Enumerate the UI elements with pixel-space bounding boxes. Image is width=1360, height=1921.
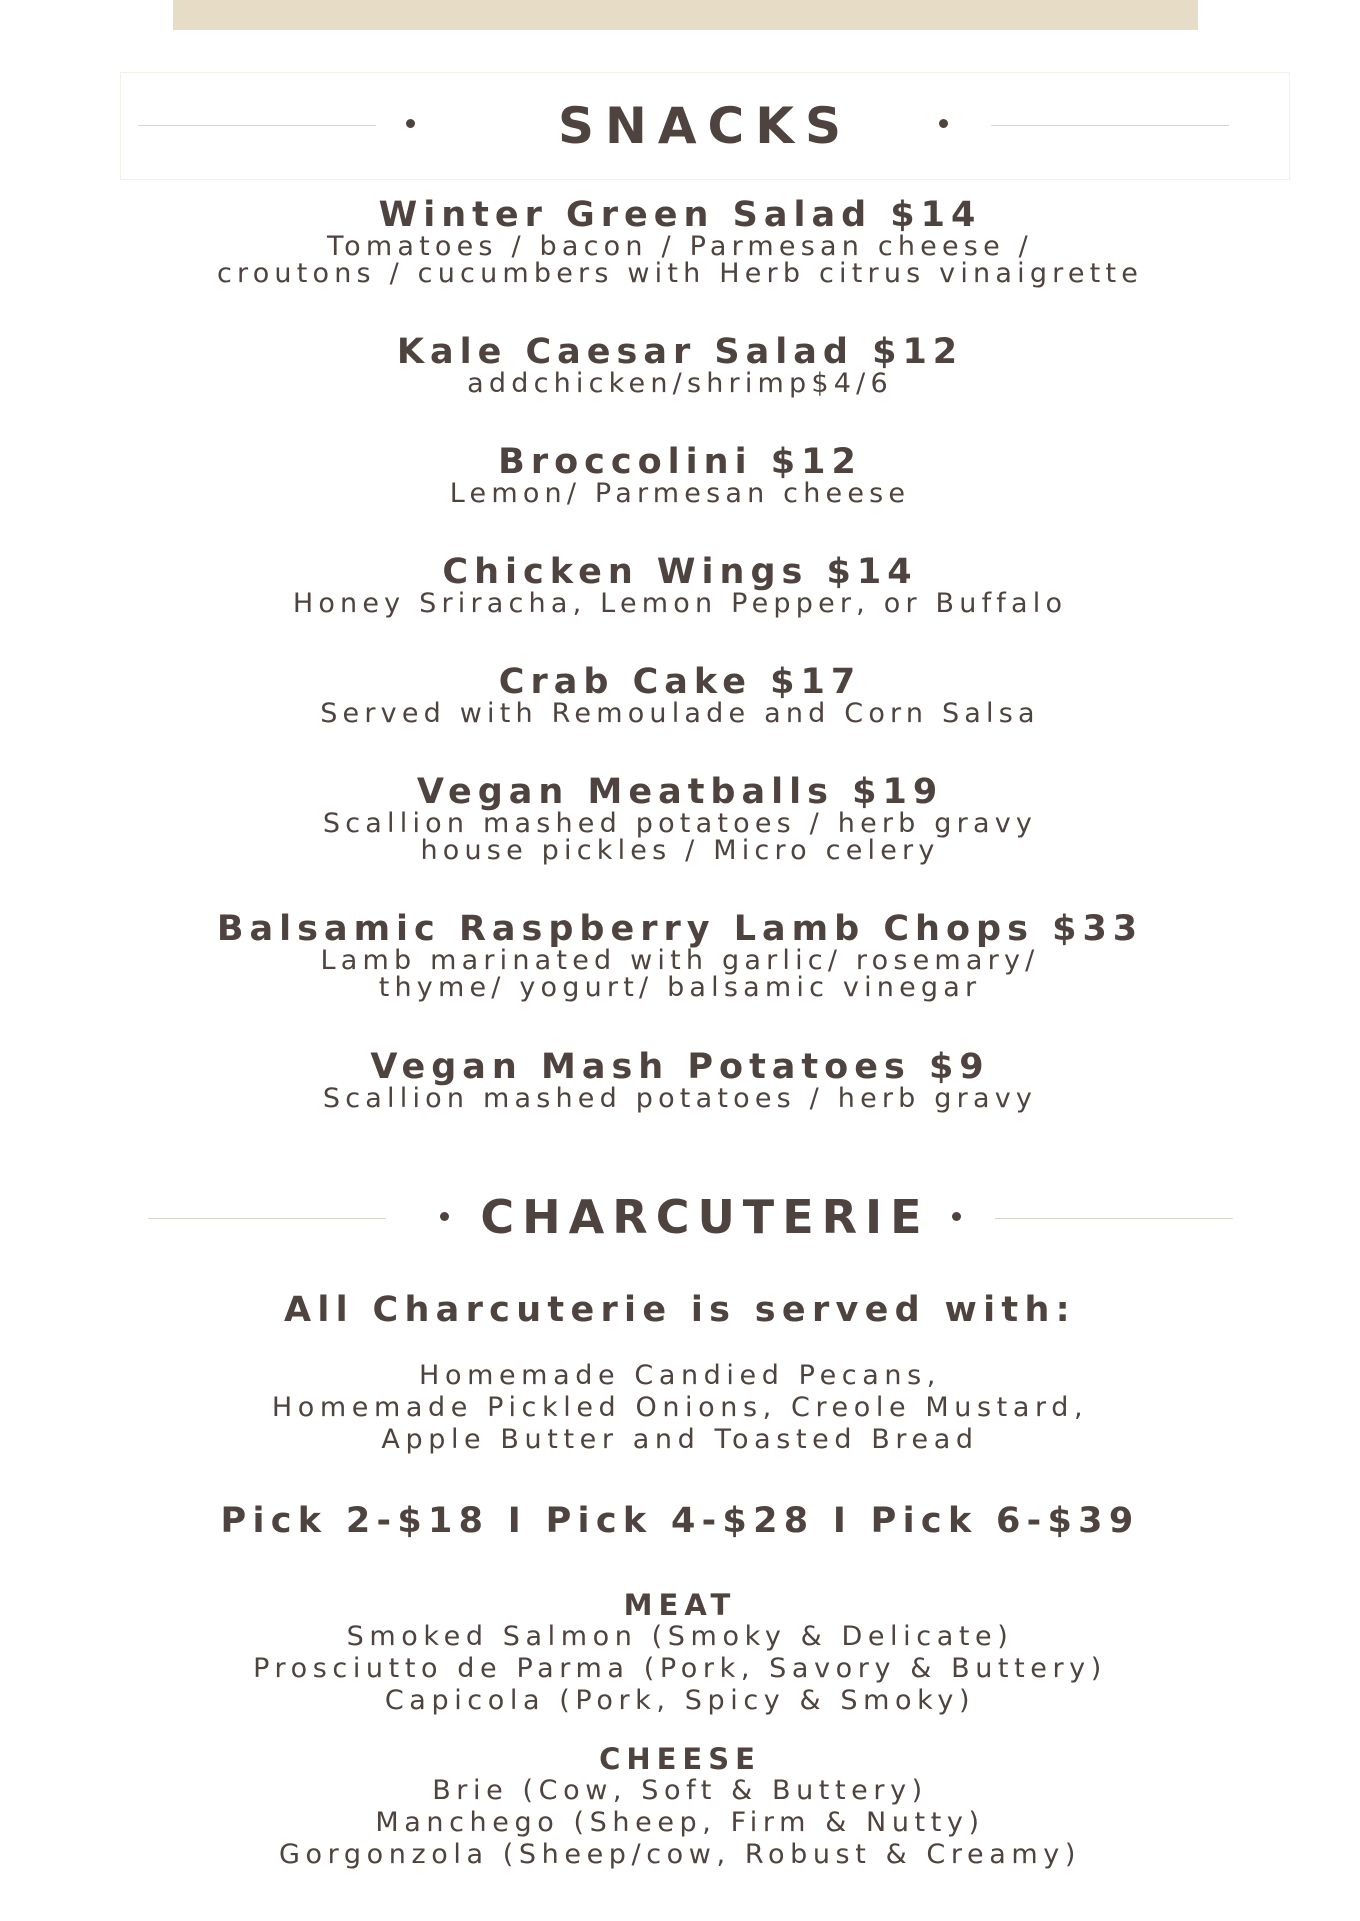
item-name: Broccolini $12 — [498, 442, 862, 482]
menu-item — [0, 554, 1360, 617]
item-name: Kale Caesar Salad $12 — [396, 332, 964, 372]
cheese-heading: CHEESE — [599, 1742, 761, 1776]
item-desc: Served with Remoulade and Corn Salsa — [320, 698, 1040, 729]
item-name: Vegan Meatballs $19 — [416, 772, 944, 812]
right-dot — [939, 119, 948, 128]
item-name: Crab Cake $17 — [498, 662, 862, 702]
served-with-line: Homemade Candied Pecans, — [419, 1360, 941, 1391]
menu-item — [0, 911, 1360, 1001]
charcuterie-header — [120, 1166, 1290, 1274]
snacks-header — [120, 72, 1290, 180]
menu-item — [0, 774, 1360, 864]
cheese-item: Manchego (Sheep, Firm & Nutty) — [375, 1807, 985, 1838]
pricing-line: Pick 2-$18 I Pick 4-$28 I Pick 6-$39 — [220, 1501, 1140, 1541]
meat-item: Prosciutto de Parma (Pork, Savory & Buttery) — [253, 1653, 1107, 1684]
item-desc: Honey Sriracha, Lemon Pepper, or Buffalo — [292, 588, 1068, 619]
item-desc: house pickles / Micro celery — [420, 835, 940, 866]
item-name: Vegan Mash Potatoes $9 — [370, 1047, 990, 1087]
menu-item — [0, 444, 1360, 507]
menu-item — [0, 664, 1360, 727]
meat-item: Smoked Salmon (Smoky & Delicate) — [346, 1621, 1014, 1652]
right-rule — [991, 125, 1229, 126]
top-decorative-band — [173, 0, 1198, 30]
item-desc: thyme/ yogurt/ balsamic vinegar — [378, 972, 982, 1003]
item-desc: Scallion mashed potatoes / herb gravy — [322, 808, 1038, 839]
meat-heading: MEAT — [623, 1588, 737, 1622]
item-desc: addchicken/shrimp$4/6 — [467, 368, 893, 399]
item-name: Chicken Wings $14 — [442, 552, 918, 592]
meat-item: Capicola (Pork, Spicy & Smoky) — [384, 1685, 976, 1716]
served-with-line: Homemade Pickled Onions, Creole Mustard, — [271, 1392, 1089, 1423]
menu-item — [0, 1049, 1360, 1112]
right-rule — [995, 1218, 1233, 1219]
cheese-item: Brie (Cow, Soft & Buttery) — [432, 1775, 928, 1806]
item-desc: croutons / cucumbers with Herb citrus vinaigrette — [216, 258, 1144, 289]
right-dot — [952, 1212, 961, 1221]
served-with-heading: All Charcuterie is served with: — [284, 1290, 1076, 1330]
item-desc: Tomatoes / bacon / Parmesan cheese / — [327, 231, 1033, 262]
charcuterie-title: CHARCUTERIE — [480, 1190, 930, 1244]
served-with-line: Apple Butter and Toasted Bread — [381, 1424, 979, 1455]
item-desc: Lamb marinated with garlic/ rosemary/ — [320, 945, 1040, 976]
snacks-title: SNACKS — [557, 97, 852, 155]
item-desc: Lemon/ Parmesan cheese — [449, 478, 911, 509]
item-name: Balsamic Raspberry Lamb Chops $33 — [216, 909, 1144, 949]
cheese-item: Gorgonzola (Sheep/cow, Robust & Creamy) — [279, 1839, 1081, 1870]
menu-item — [0, 334, 1360, 397]
item-desc: Scallion mashed potatoes / herb gravy — [322, 1083, 1038, 1114]
menu-item — [0, 197, 1360, 287]
item-name: Winter Green Salad $14 — [378, 195, 982, 235]
